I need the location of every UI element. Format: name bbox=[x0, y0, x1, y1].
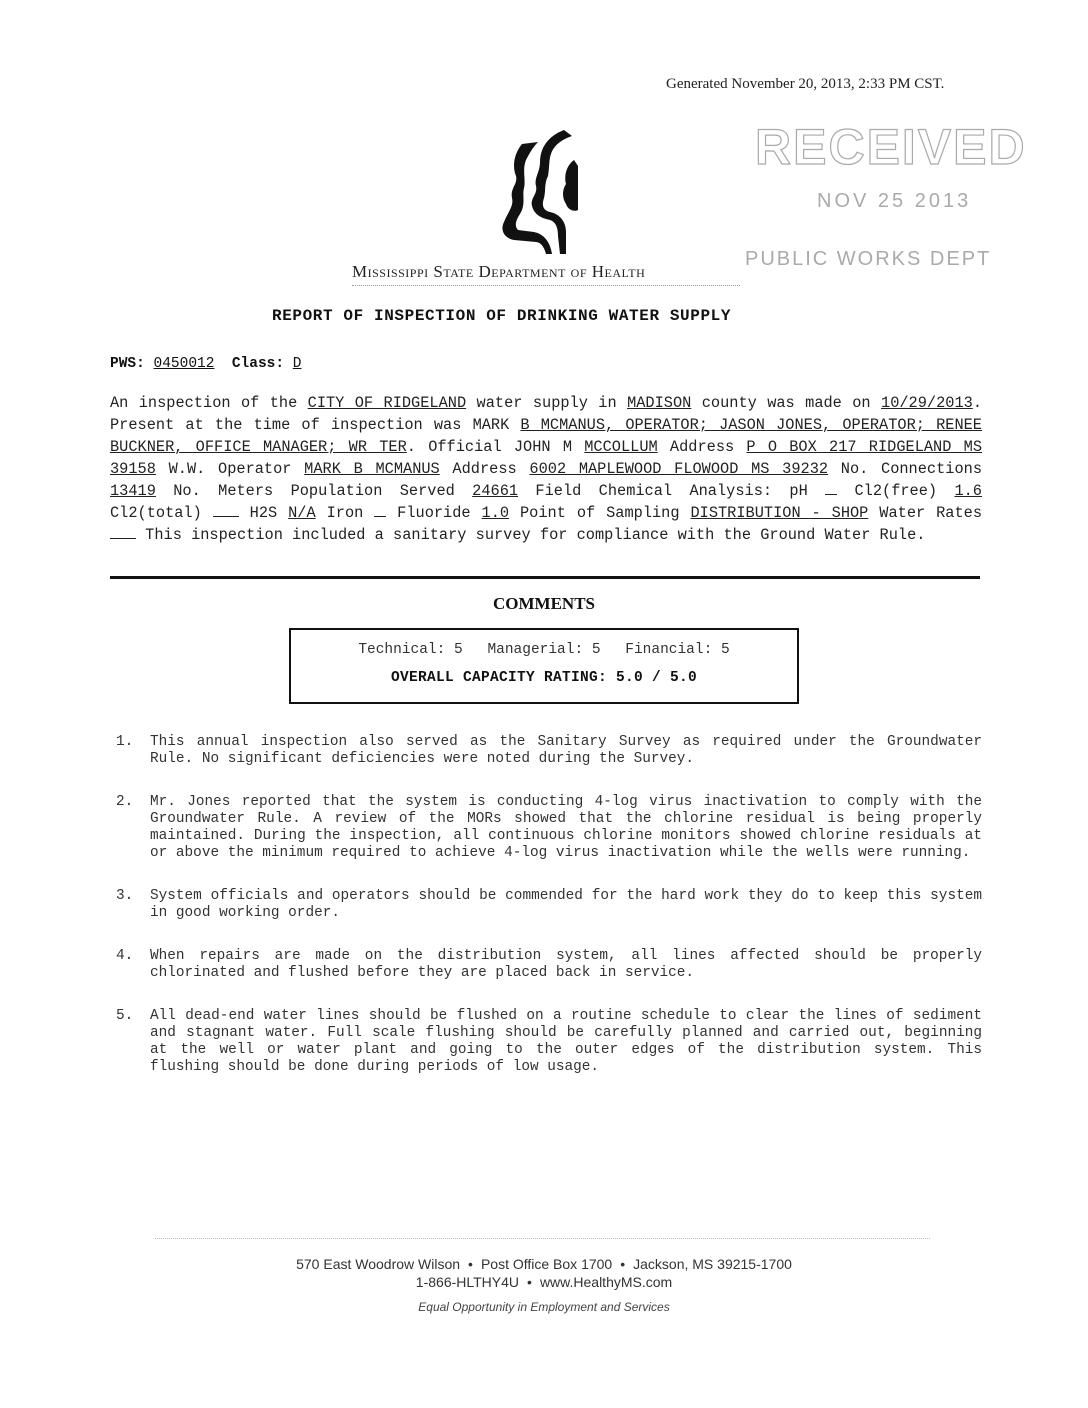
text: . Present at the time of inspection was bbox=[110, 394, 982, 434]
iron-value bbox=[374, 504, 386, 517]
stamp-title: RECEIVED bbox=[755, 119, 1027, 175]
text: Cl2(total) bbox=[110, 504, 213, 522]
comment-item bbox=[116, 734, 982, 768]
comment-item bbox=[116, 888, 982, 922]
footer-po-box: Post Office Box 1700 bbox=[480, 1256, 613, 1272]
official-address: P O BOX 217 RIDGELAND MS 39158 bbox=[110, 438, 982, 478]
comment-list bbox=[116, 734, 982, 1102]
bullet-separator: • bbox=[527, 1274, 532, 1290]
logo-stroke-right bbox=[563, 160, 578, 211]
water-rates-value bbox=[110, 526, 136, 539]
class-value: D bbox=[292, 356, 302, 372]
pws-label: PWS: bbox=[110, 356, 145, 372]
text: Cl2(free) bbox=[837, 482, 955, 500]
comment-text: All dead-end water lines should be flushed on a routine schedule to clear the lines of sediment and stagnant water. Full scale flushing should be carefully planned and carried out, beginning at the well or water plant and going to the outer edges of the distribution system. This flushing should be done during periods of low usage. bbox=[150, 1008, 982, 1075]
comment-number: 1. bbox=[116, 734, 134, 750]
footer-address bbox=[0, 1256, 1088, 1272]
h2s-value: N/A bbox=[288, 504, 316, 522]
text: water supply in bbox=[466, 394, 628, 412]
text: Field Chemical Analysis: pH bbox=[518, 482, 826, 500]
population-served: 24661 bbox=[472, 482, 519, 500]
comment-number: 5. bbox=[116, 1008, 134, 1024]
text: No. Meters bbox=[155, 482, 291, 500]
overall-capacity-rating: OVERALL CAPACITY RATING: 5.0 / 5.0 bbox=[390, 670, 698, 686]
footer-website[interactable]: www.HealthyMS.com bbox=[539, 1274, 673, 1290]
org-divider bbox=[352, 285, 740, 286]
comment-number: 4. bbox=[116, 948, 134, 964]
financial-score: Financial: 5 bbox=[625, 642, 730, 658]
text: Address bbox=[657, 438, 747, 456]
comment-item bbox=[116, 794, 982, 862]
technical-score: Technical: 5 bbox=[358, 642, 463, 658]
text: No. Connections bbox=[828, 460, 982, 478]
operator-name: MARK B MCMANUS bbox=[304, 460, 440, 478]
equal-opportunity-statement: Equal Opportunity in Employment and Services bbox=[418, 1300, 670, 1314]
class-label: Class: bbox=[231, 356, 285, 372]
bullet-separator: • bbox=[620, 1256, 626, 1272]
text: H2S bbox=[238, 504, 289, 522]
stamp-date: NOV 25 2013 bbox=[817, 190, 972, 212]
county: MADISON bbox=[627, 394, 692, 412]
pws-value: 0450012 bbox=[153, 356, 215, 372]
comment-number: 2. bbox=[116, 794, 134, 810]
footer-contact bbox=[0, 1274, 1088, 1290]
text: W.W. Operator bbox=[155, 460, 305, 478]
text: county was made on bbox=[691, 394, 882, 412]
footer-divider bbox=[155, 1238, 930, 1239]
capacity-scores bbox=[291, 642, 797, 658]
footer-city: Jackson, MS 39215-1700 bbox=[633, 1256, 792, 1272]
comment-text: Mr. Jones reported that the system is conducting 4-log virus inactivation to comply with the Groundwater Rule. A review of the MORs showed that the chlorine residual is being properly maintained. During the inspection, all continuous chlorine monitors showed chlorine residuals at or above the minimum required to achieve 4-log virus inactivation while the wells were running. bbox=[150, 794, 982, 861]
comment-text: System officials and operators should be commended for the hard work they do to keep this system in good working order. bbox=[150, 888, 982, 921]
comment-text: When repairs are made on the distribution system, all lines affected should be properly chlorinated and flushed before they are placed back in service. bbox=[150, 948, 982, 981]
text: Population Served bbox=[290, 482, 473, 500]
generated-timestamp: Generated November 20, 2013, 2:33 PM CST. bbox=[666, 76, 945, 92]
pws-line bbox=[110, 356, 301, 372]
cl2-free-value: 1.6 bbox=[954, 482, 982, 500]
cl2-total-value bbox=[213, 504, 239, 517]
inspection-summary bbox=[110, 392, 982, 546]
comment-number: 3. bbox=[116, 888, 134, 904]
text: Address bbox=[439, 460, 530, 478]
comment-item bbox=[116, 948, 982, 982]
operator-address: 6002 MAPLEWOOD FLOWOOD MS 39232 bbox=[529, 460, 829, 478]
text: Iron bbox=[315, 504, 375, 522]
footer-phone: 1-866-HLTHY4U bbox=[415, 1274, 520, 1290]
report-title: REPORT OF INSPECTION OF DRINKING WATER SUPPLY bbox=[272, 307, 732, 325]
inspection-date: 10/29/2013 bbox=[881, 394, 973, 412]
capacity-rating-box bbox=[289, 628, 799, 704]
ph-value bbox=[825, 482, 837, 495]
text: Fluoride bbox=[386, 504, 482, 522]
managerial-score: Managerial: 5 bbox=[487, 642, 601, 658]
received-stamp bbox=[745, 118, 1027, 283]
official-name: MCCOLLUM bbox=[584, 438, 658, 456]
org-name: Mississippi State Department of Health bbox=[352, 262, 646, 281]
comment-item bbox=[116, 1008, 982, 1076]
text: This inspection included a sanitary survey for compliance with the Ground Water Rule. bbox=[136, 526, 926, 544]
connections: 13419 bbox=[110, 482, 156, 500]
system-name: CITY OF RIDGELAND bbox=[307, 394, 467, 412]
msdh-faces-logo-icon bbox=[500, 126, 590, 256]
footer-street: 570 East Woodrow Wilson bbox=[296, 1256, 461, 1272]
comments-heading: COMMENTS bbox=[493, 594, 595, 613]
section-divider bbox=[110, 576, 980, 579]
fluoride-value: 1.0 bbox=[481, 504, 510, 522]
present-persons: B MCMANUS, OPERATOR; JASON JONES, OPERATOR; RENEE BUCKNER, OFFICE MANAGER; WR TER bbox=[110, 416, 982, 456]
text: Point of Sampling bbox=[509, 504, 691, 522]
sampling-point: DISTRIBUTION - SHOP bbox=[690, 504, 869, 522]
comment-text: This annual inspection also served as the Sanitary Survey as required under the Groundwater Rule. No significant deficiencies were noted during the Survey. bbox=[150, 734, 982, 767]
text: An inspection of the bbox=[110, 394, 308, 412]
text: . Official bbox=[406, 438, 514, 456]
stamp-dept: PUBLIC WORKS DEPT bbox=[745, 248, 992, 270]
present-prefix: MARK bbox=[472, 416, 521, 434]
text: Water Rates bbox=[868, 504, 983, 522]
official-prefix: JOHN M bbox=[513, 438, 585, 456]
bullet-separator: • bbox=[468, 1256, 473, 1272]
